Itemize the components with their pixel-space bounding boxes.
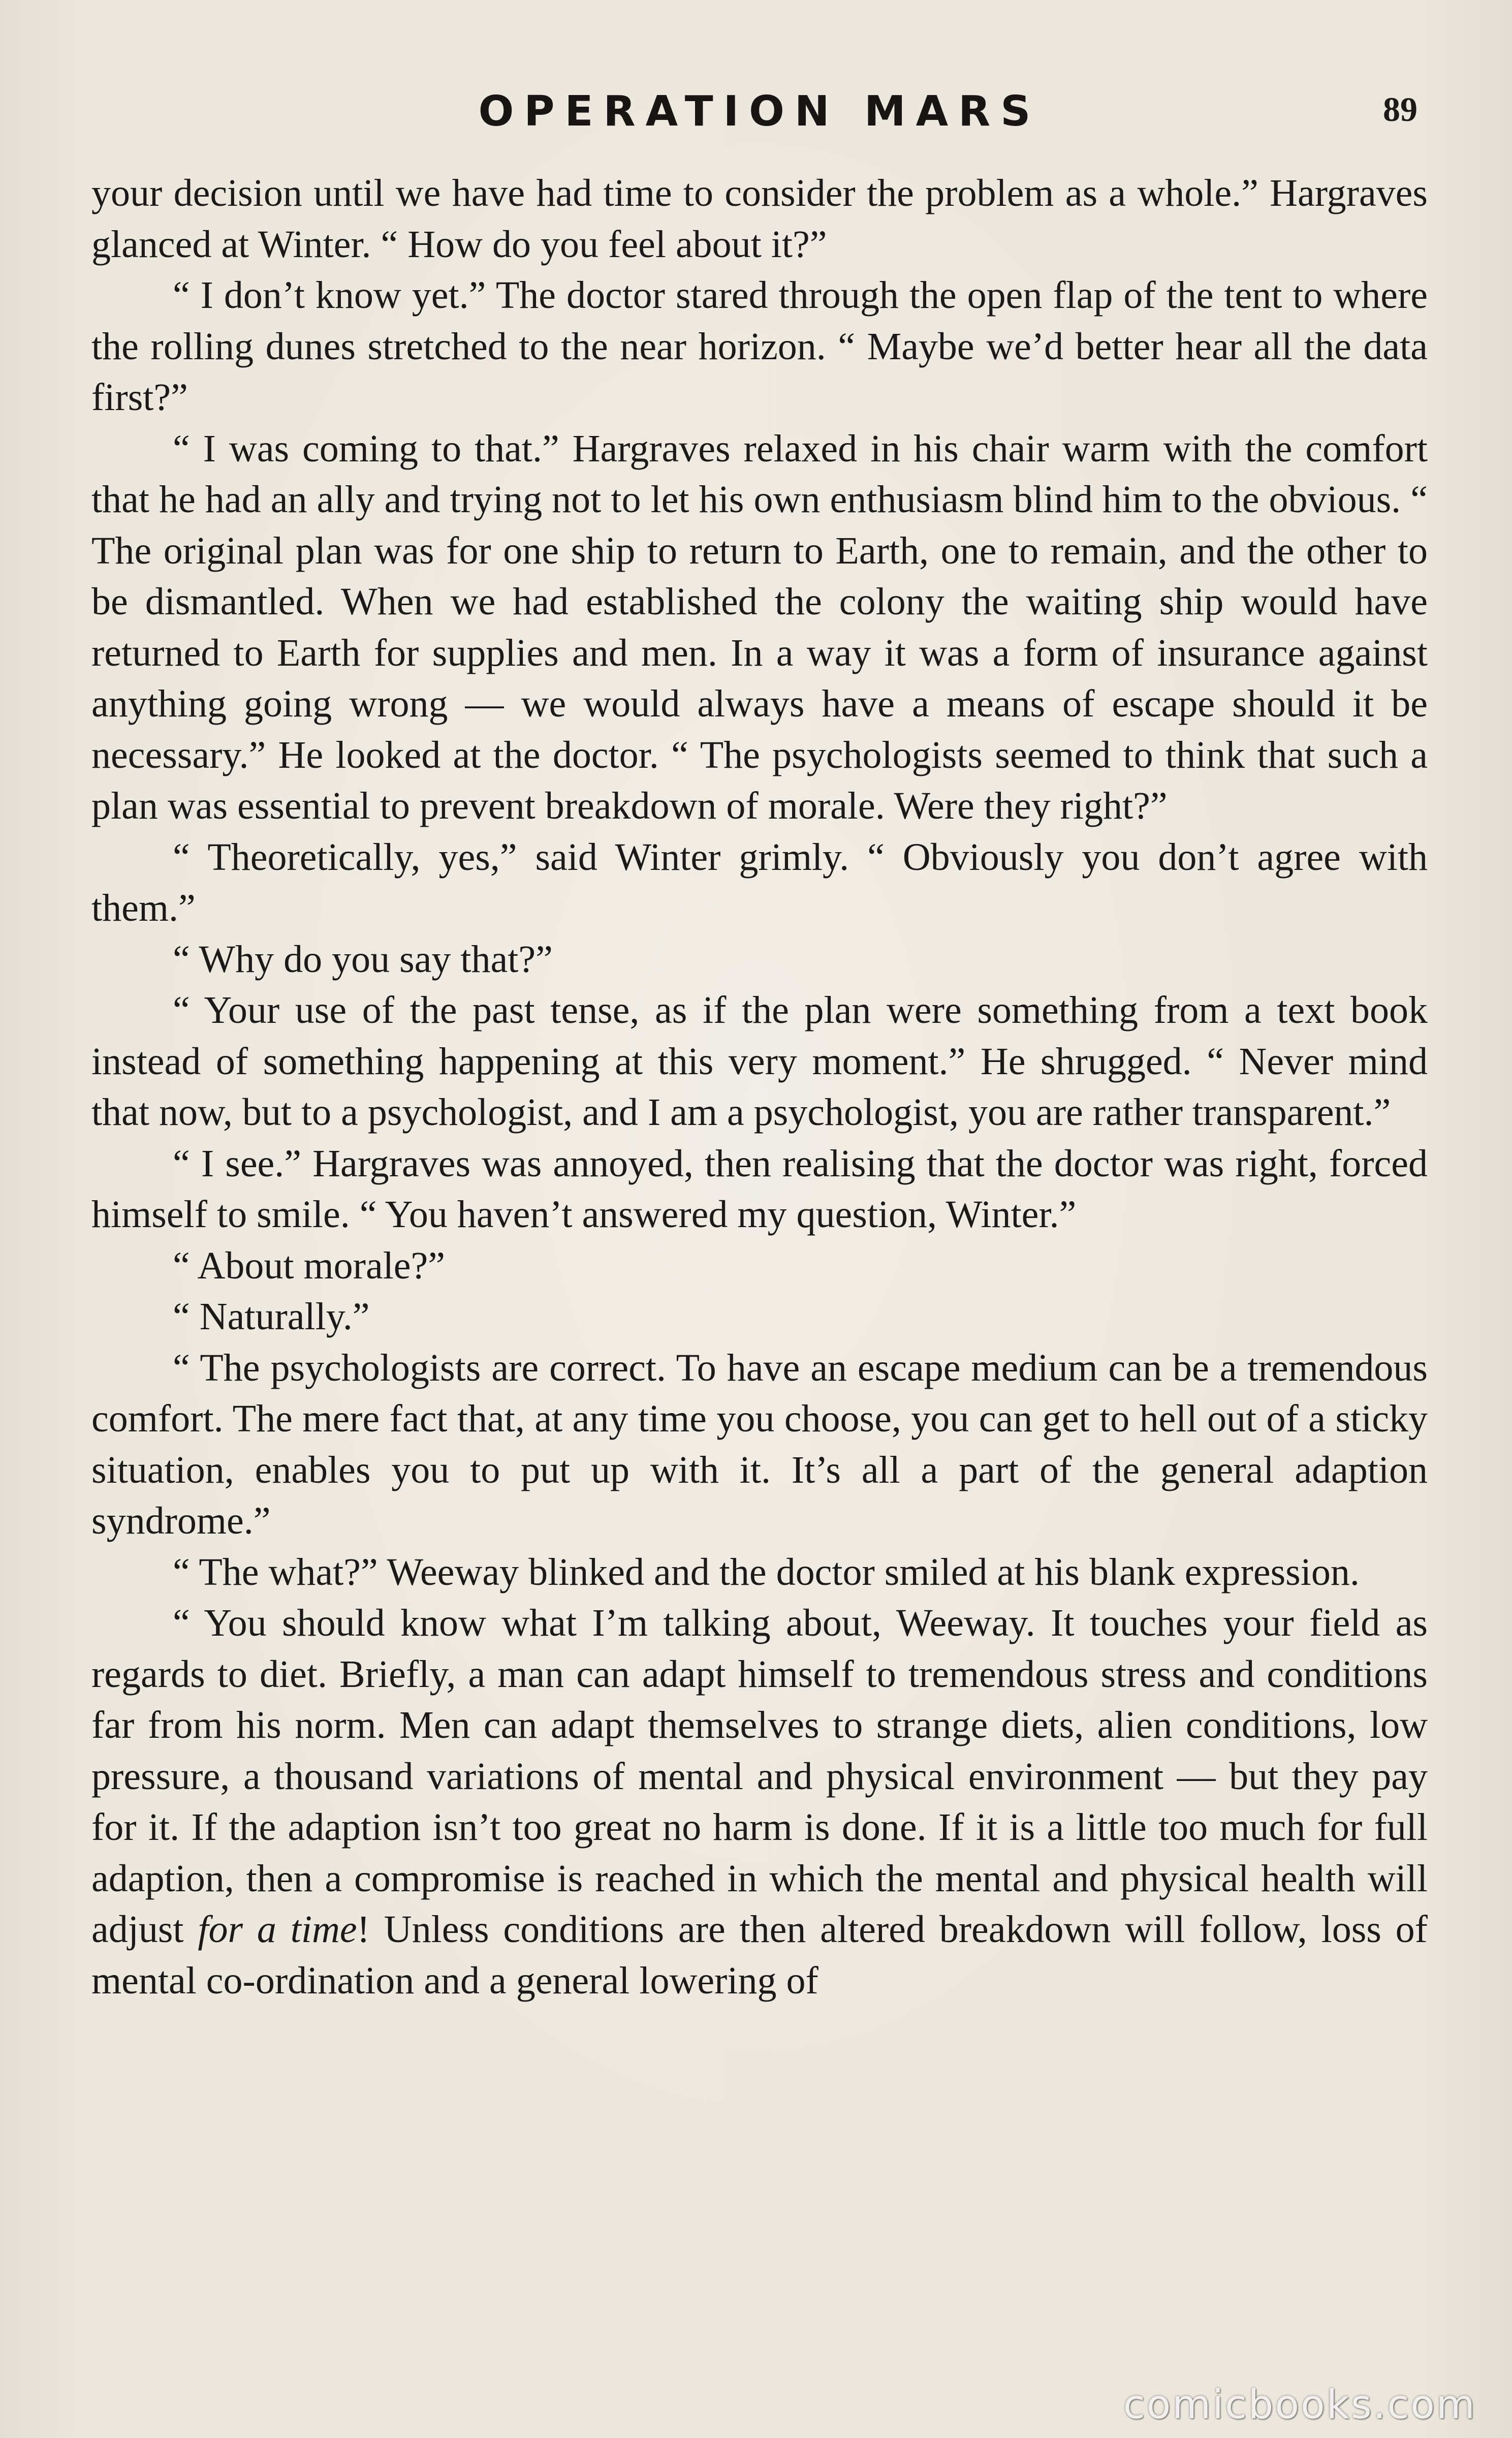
paragraph: your decision until we have had time to consider the problem as a whole.” Hargraves glanced at Winter. “ How do you feel about it?”	[91, 172, 1428, 266]
watermark: comicbooks.com	[1123, 2382, 1476, 2428]
paragraph: “ Why do you say that?”	[173, 937, 553, 981]
body-text	[91, 168, 1428, 2006]
paragraph: “ I don’t know yet.” The doctor stared through the open flap of the tent to where the rolling dunes stretched to the near horizon. “ Maybe we’d better hear all the data first?”	[91, 274, 1428, 419]
paragraph: “ I see.” Hargraves was annoyed, then realising that the doctor was right, forced himself to smile. “ You haven’t answered my question, Winter.”	[91, 1142, 1428, 1236]
emphasis: for a time	[198, 1908, 357, 1951]
paragraph: “ Theoretically, yes,” said Winter grimly. “ Obviously you don’t agree with them.”	[91, 835, 1428, 929]
paragraph: “ About morale?”	[173, 1244, 446, 1287]
paragraph: “ I was coming to that.” Hargraves relaxed in his chair warm with the comfort that he had an ally and trying not to let his own enthusiasm blind him to the obvious. “ The original plan was for one ship to return to Earth, one to remain, and the other to be dismantled. When we had established the colony the waiting ship would have returned to Earth for supplies and men. In a way it was a form of insurance against anything going wrong — we would always have a means of escape should it be necessary.” He looked at the doctor. “ The psychologists seemed to think that such a plan was essential to prevent breakdown of morale. Were they right?”	[91, 427, 1428, 827]
page-number: 89	[1383, 90, 1418, 129]
paragraph: “ Your use of the past tense, as if the plan were something from a text book instead of something happening at this very moment.” He shrugged. “ Never mind that now, but to a psychologist, and I am a psychologist, you are rather transparent.”	[91, 989, 1428, 1134]
paragraph: “ The psychologists are correct. To have an escape medium can be a tremendous comfort. The mere fact that, at any time you choose, you can get to hell out of a sticky situation, enables you to put up with it. It’s all a part of the general adaption syndrome.”	[91, 1346, 1428, 1542]
paragraph: “ Naturally.”	[173, 1295, 370, 1338]
running-head: OPERATION MARS	[478, 87, 1041, 136]
paragraph: “ You should know what I’m talking about, Weeway. It touches your field as regards to diet. Briefly, a man can adapt himself to tremendous stress and conditions far from his norm. Men can adapt themselves to strange diets, alien conditions, low pressure, a thousand variations of mental and physical environment — but they pay for it. If the adaption isn’t too great no harm is done. If it is a little too much for full adaption, then a compromise is reached in which the mental and physical health will adjust for a time! Unless conditions are then altered breakdown will follow, loss of mental co-ordination and a general lowering of	[91, 1602, 1428, 2002]
paragraph: “ The what?” Weeway blinked and the doctor smiled at his blank expression.	[173, 1550, 1360, 1593]
page-header	[91, 81, 1428, 142]
